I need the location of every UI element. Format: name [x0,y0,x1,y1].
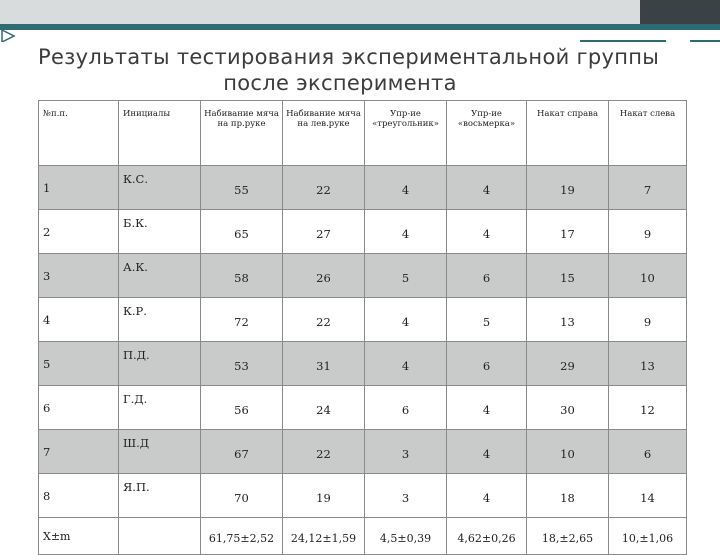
table-cell: 61,75±2,52 [201,518,283,555]
table-cell: 6 [39,386,119,430]
column-header: Накат справа [527,101,609,166]
table-row [39,166,687,210]
table-cell: 72 [201,298,283,342]
table-row [39,298,687,342]
title-line-1: Результаты тестирования экспериментальной группы [38,45,660,69]
column-header: Набивание мяча на лев.руке [283,101,365,166]
table-cell: 13 [527,298,609,342]
table-cell: 4 [447,210,527,254]
table-cell: 4 [365,210,447,254]
title-divider-right [690,40,720,42]
table-row [39,254,687,298]
column-header: №п.п. [39,101,119,166]
page-title [20,44,660,96]
corner-triangle-icon [0,30,16,42]
table-cell: 22 [283,166,365,210]
table-cell: 3 [365,430,447,474]
table-cell: 19 [283,474,365,518]
table-cell: 19 [527,166,609,210]
table-row [39,210,687,254]
table-cell: 65 [201,210,283,254]
table-cell: 55 [201,166,283,210]
table-cell: 4 [365,298,447,342]
table-cell [119,518,201,555]
column-header: Накат слева [609,101,687,166]
table-cell: 22 [283,298,365,342]
table-cell: Ш.Д [119,430,201,474]
table-cell: 18,±2,65 [527,518,609,555]
table-cell: 4 [447,166,527,210]
table-cell: 8 [39,474,119,518]
table-cell: 2 [39,210,119,254]
table-cell: 22 [283,430,365,474]
accent-line [0,24,720,30]
table-cell: 53 [201,342,283,386]
table-cell: 4 [447,386,527,430]
table-row [39,474,687,518]
table-cell: 5 [365,254,447,298]
table-row [39,386,687,430]
table-cell: 3 [39,254,119,298]
table-cell: 27 [283,210,365,254]
table-cell: 56 [201,386,283,430]
table-cell: 18 [527,474,609,518]
title-divider [580,40,666,42]
table-cell: 10 [527,430,609,474]
table-cell: 6 [609,430,687,474]
table-cell: 14 [609,474,687,518]
table-cell: 9 [609,298,687,342]
results-table [38,100,687,555]
table-cell: 4 [365,166,447,210]
table-cell: 6 [447,254,527,298]
top-decor-block [640,0,720,24]
table-cell: 10 [609,254,687,298]
table-cell: 24,12±1,59 [283,518,365,555]
table-cell: 29 [527,342,609,386]
table-cell: 10,±1,06 [609,518,687,555]
table-header-row [39,101,687,166]
table-cell: 31 [283,342,365,386]
table-cell: 6 [365,386,447,430]
table-cell: 4,5±0,39 [365,518,447,555]
table-row [39,430,687,474]
table-cell: 30 [527,386,609,430]
column-header: Упр-ие «треугольник» [365,101,447,166]
table-cell: 3 [365,474,447,518]
table-cell: К.Р. [119,298,201,342]
table-cell: X±m [39,518,119,555]
table-cell: Я.П. [119,474,201,518]
column-header: Упр-ие «восьмерка» [447,101,527,166]
table-cell: 4 [447,430,527,474]
table-cell: 17 [527,210,609,254]
column-header: Инициалы [119,101,201,166]
table-cell: 7 [609,166,687,210]
table-cell: 5 [447,298,527,342]
table-cell: 13 [609,342,687,386]
table-cell: 4 [39,298,119,342]
table-cell: 5 [39,342,119,386]
table-cell: К.С. [119,166,201,210]
table-cell: 1 [39,166,119,210]
table-cell: 12 [609,386,687,430]
table-cell: Г.Д. [119,386,201,430]
column-header: Набивание мяча на пр.руке [201,101,283,166]
table-cell: 67 [201,430,283,474]
table-row [39,342,687,386]
title-line-2: после эксперимента [223,71,457,95]
table-cell: 9 [609,210,687,254]
table-cell: 24 [283,386,365,430]
table-cell: П.Д. [119,342,201,386]
table-cell: 4,62±0,26 [447,518,527,555]
table-cell: 15 [527,254,609,298]
table-cell: А.К. [119,254,201,298]
table-cell: 58 [201,254,283,298]
table-cell: 4 [365,342,447,386]
summary-row [39,518,687,555]
table-cell: 70 [201,474,283,518]
table-cell: 6 [447,342,527,386]
table-cell: Б.К. [119,210,201,254]
top-decor-bar [0,0,640,24]
table-cell: 26 [283,254,365,298]
table-cell: 7 [39,430,119,474]
table-cell: 4 [447,474,527,518]
